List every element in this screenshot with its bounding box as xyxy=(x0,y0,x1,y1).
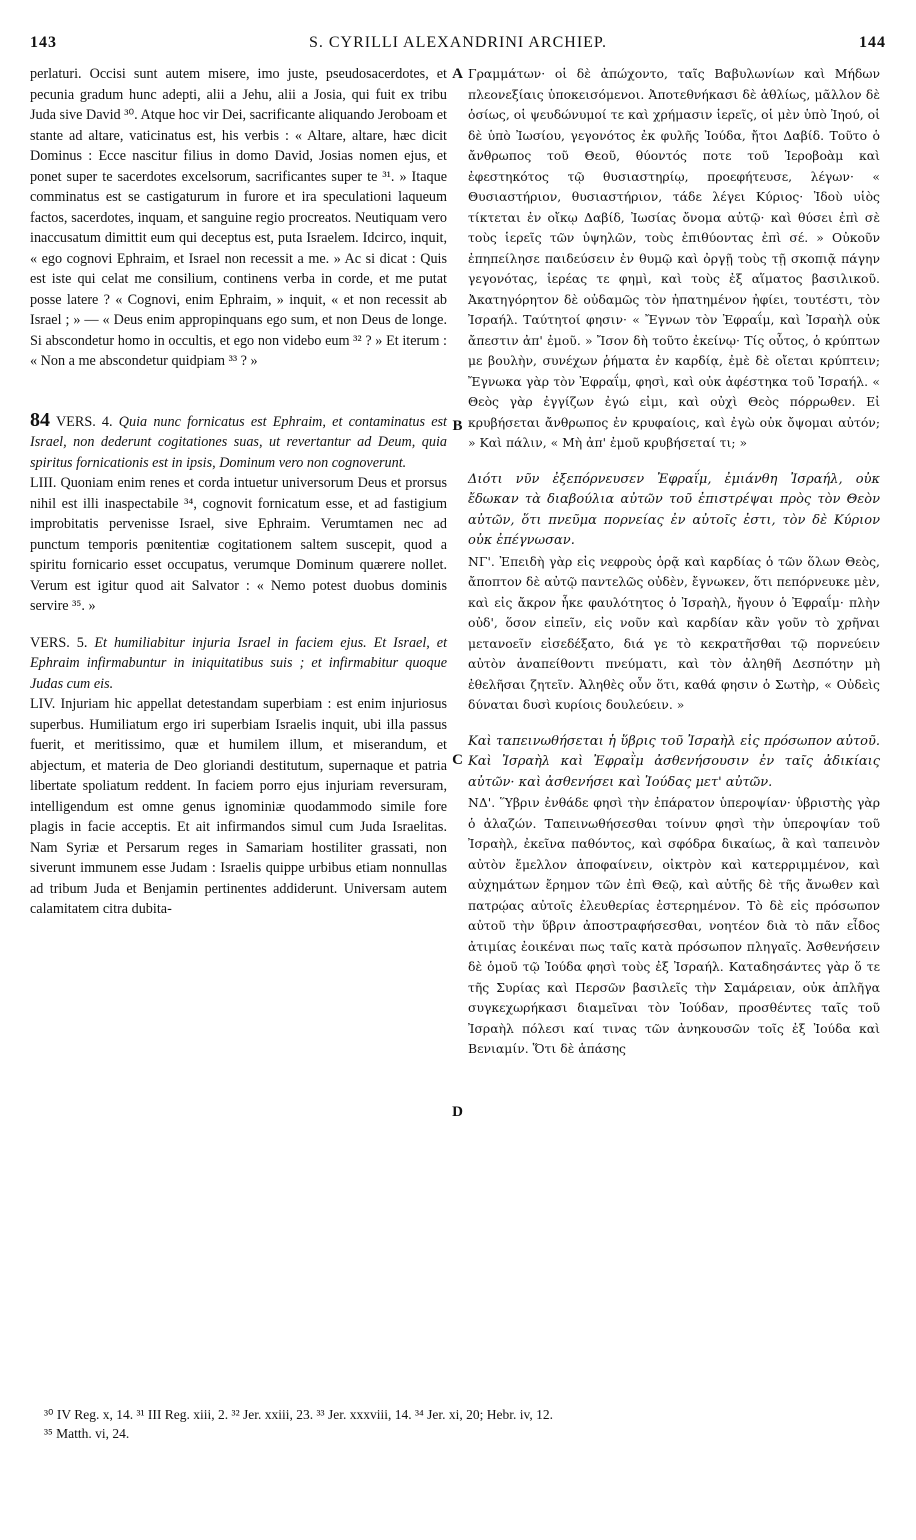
latin-column xyxy=(30,64,447,920)
latin-paragraph-3: LIV. Injuriam hic appellat detestandam superbiam : est enim injuriosus superbus. Humiliatum ergo iri superbiam Israelis inquit, ubi illa passus fuerit, et meritissimo, quæ et humilem illum, et miserandum, et abjectum, et materia de Deo gloriandi destitutum, supernaque et patria libertate spoliatum reddent. In faciem porro ejus injuriam reversuram, intelligendum est omne genus ignominiæ quodammodo simile fore plagis in facie acceptis. Et ait infirmandos simul cum Juda Israelitas. Nam Syriæ et Persarum reges in Samariam hostiliter grassati, non siverunt immunem esse Judam : Israelis quippe urbibus etiam nonnullas ad tribum Juda et Benjamin pertinentes addiderunt. Universam autem calamitatem citra dubita- xyxy=(30,696,447,917)
footnote-line-1: ³⁰ IV Reg. x, 14. ³¹ III Reg. xiii, 2. ³² Jer. xxiii, 23. ³³ Jer. xxxviii, 14. ³⁴ Jer. xi, 20; Hebr. iv, 12. xyxy=(44,1407,553,1422)
footnotes xyxy=(44,1405,886,1443)
greek-verse-5: Καὶ ταπεινωθήσεται ἡ ὕβρις τοῦ Ἰσραὴλ εἰς πρόσωπον αὐτοῦ. Καὶ Ἰσραὴλ καὶ Ἐφραῒμ ἀσθενήσουσιν ἐν ταῖς ἀδικίαις αὐτῶν· καὶ ἀσθενήσει καὶ Ἰούδας μετ' αὐτῶν. xyxy=(468,733,880,790)
margin-letter-c: C xyxy=(452,752,463,768)
latin-verse-4 xyxy=(30,410,447,474)
margin-letter-d: D xyxy=(452,1104,463,1120)
greek-paragraph-1: Γραμμάτων· οἱ δὲ ἀπώχοντο, ταῖς Βαβυλωνίων καὶ Μήδων πλεονεξίαις ὑποκεισόμενοι. Ἀποτεθνήκασι δὲ ἀθλίως, μᾶλλον δὲ ὁσίως, οἱ ψευδώνυμοί τε καὶ χρήμασιν ἱερεῖς, οἱ μὲν ὑπὸ Ἰηού, οἱ δὲ ὑπὸ Ἰωσίου, γεγονότος ἐκ φυλῆς Ἰούδα, ἤτοι Δαβίδ. Τοῦτο ὁ ἄνθρωπος τοῦ Θεοῦ, θύοντός ποτε τοῦ Ἱεροβοὰμ καὶ ἐφεστηκότος τῷ θυσιαστηρίῳ, προεφήτευσε, λέγων· « Θυσιαστήριον, θυσιαστήριον, τάδε λέγει Κύριος· Ἰδοὺ υἱὸς τίκτεται ἐν οἴκῳ Δαβίδ, Ἰωσίας ὄνομα αὐτῷ· καὶ θύσει ἐπὶ σὲ τοὺς ἱερεῖς τῶν ὑψηλῶν, τοὺς ἐπιθύοντας ἐπὶ σέ. » Οὐκοῦν ἐπηπείλησε παιδεύσειν ἐν θυμῷ καὶ ὀργῇ τοὺς τῇ σκοπιᾷ πάγην γεγονότας, ἱερέας τε φημὶ, καὶ τοὺς ἐξ αἵματος βασιλικοῦ. Ἀκατηγόρητον δὲ οὐδαμῶς τὸν ἠπατημένον ἠφίει, τουτέστι, τὸν Ἰσραήλ. Ταύτητοί φησιν· « Ἔγνων τὸν Ἐφραΐμ, καὶ Ἰσραὴλ οὐκ ἄπεστιν ἀπ' ἐμοῦ. » Ἴσον δὴ τοῦτο ἐκείνῳ· Τίς οὗτος, ὁ κρύπτων με βουλὴν, συνέχων ῥήματα ἐν καρδίᾳ, ἐμὲ δὲ οἴεται κρύπτειν; Ἔγνωκα γὰρ τὸν Ἐφραΐμ, φησὶ, καὶ οὐκ ἀφέστηκα τοῦ Ἰσραήλ. « Θεὸς γὰρ ἐγγίζων ἐγώ εἰμι, καὶ οὐχὶ Θεὸς πόρρωθεν. Εἰ κρυβήσεται ἄνθρωπος ἐν κρυφαίοις, καὶ ἐγὼ οὐκ ὄψομαι αὐτόν; » Καὶ πάλιν, « Μὴ ἀπ' ἐμοῦ κρυβήσεταί τι; » xyxy=(468,66,880,450)
verse-4-label: VERS. 4. xyxy=(55,413,113,430)
page-header xyxy=(30,34,886,60)
verse-5-label: VERS. 5. xyxy=(30,634,88,651)
verse-4-text: Quia nunc fornicatus est Ephraim, et contaminatus est Israel, non dederunt cogitationes suas, ut revertantur ad Deum, quia spiritus fornicationis est in ipsis, Dominum vero non cognoverunt. xyxy=(30,413,447,471)
verse-5-text: Et humiliabitur injuria Israel in faciem ejus. Et Israel, et Ephraim infirmabuntur in iniquitatibus suis ; et infirmabitur quoque Judas cum eis. xyxy=(30,634,448,692)
running-title: S. CYRILLI ALEXANDRINI ARCHIEP. xyxy=(308,34,608,51)
greek-paragraph-3: ΝΔ'. Ὕβριν ἐνθάδε φησὶ τὴν ἐπάρατον ὑπεροψίαν· ὑβριστὴς γὰρ ὁ ἀλαζών. Ταπεινωθήσεσθαι τοίνυν φησὶ τὴν ὑπεροψίαν τοῦ Ἰσραὴλ, ἐκεῖνα παθόντος, καὶ σφόδρα δικαίως, ἃ καὶ ταπεινὸν αὐτὸν ἔμελλον ἀποφαίνειν, οἰκτρὸν καὶ κατερριμμένον, καὶ αὐχημάτων ἔρημον τῶν ἐπὶ Θεῷ, καὶ αὐτῆς δὲ τῆς ἄνωθεν καὶ πατρῴας αὐτοῖς ἐλευθερίας ἐστερημένον. Τὸ δὲ εἰς πρόσωπον αὐτοῦ τὴν ὕβριν ἀποστραφήσεσθαι, νοητέον διὰ τὸ πᾶν εἶδος ἀτιμίας ἐοικέναι πως ταῖς κατὰ πρόσωπον πληγαῖς. Ἀσθενήσειν δὲ ὁμοῦ τῷ Ἰούδα φησὶ τοὺς ἐξ Ἰσραήλ. Καταδησάντες γὰρ ὅ τε τῆς Συρίας καὶ Περσῶν βασιλεῖς τὴν Σαμάρειαν, οὐκ ἀπλῆγα συγκεχωρήκασι διαμεῖναι τὸν Ἰούδαν, προσθέντες ταῖς τοῦ Ἰσραὴλ πόλεσι καί τινας τῶν ἀνηκουσῶν τοῖς ἐξ Ἰούδα καὶ Βενιαμίν. Ὅτι δὲ ἁπάσης xyxy=(468,795,880,1056)
greek-column xyxy=(468,64,880,1060)
page-number-right: 144 xyxy=(859,34,886,51)
section-number: 84 xyxy=(30,408,50,431)
footnote-line-2: ³⁵ Matth. vi, 24. xyxy=(44,1426,130,1441)
latin-paragraph-2: LIII. Quoniam enim renes et corda intuetur universorum Deus et prorsus nihil est illi inaspectabile ³⁴, cognovit fornicatum esse, et ad fastigium improbitatis pervenisse Israel, sive Ephraim. Verumtamen nec ad punctum temporis pœnitentiæ cogitationem saltem suscepit, quod a spiritu fornicario esset occupatus, verumque Dominum quærere nollet. Verum est igitur quod ait Salvator : « Nemo potest duobus dominis servire ³⁵. » xyxy=(30,475,447,614)
greek-paragraph-2: ΝΓ'. Ἐπειδὴ γὰρ εἰς νεφροὺς ὁρᾷ καὶ καρδίας ὁ τῶν ὅλων Θεὸς, ἄποπτον δὲ αὐτῷ παντελῶς οὐδὲν, ἔγνωκεν, ὅτι πεπόρνευκε μὲν, καὶ εἰς ἄκρον ἧκε φαυλότητος ὁ Ἰσραὴλ, ἤγουν ὁ Ἐφραΐμ· πλὴν οὐδ', ὅσον εἰπεῖν, εἰς νοῦν καὶ καρδίαν κἂν γοῦν τὸ χρῆναι μετανοεῖν εἰσεδέξατο, διά γε τὸ κεκρατῆσθαι τῷ πορνεύειν αὐτὸν ἀναπείθοντι πνεύματι, καὶ τὸν ἀληθῆ Δεσπότην μὴ ἐθελῆσαι ζητεῖν. Ἀληθὲς οὖν ὅτι, καθά φησιν ὁ Σωτὴρ, « Οὐδεὶς δύναται δυσὶ κυρίοις δουλεύειν. » xyxy=(468,553,880,712)
latin-paragraph-1: perlaturi. Occisi sunt autem misere, imo juste, pseudosacerdotes, et pecunia gradum hunc adepti, alii a Jehu, alii a Josia, qui fuit ex tribu Juda sive David ³⁰. Atque hoc vir Dei, sacrificante aliquando Jeroboam et stante ad altare, vaticinatus est, his verbis : « Altare, altare, hæc dicit Dominus : Ecce nascitur filius in domo David, Josias nomen ejus, et ponet super te sacerdotes excelsorum, sacrificantes super te ³¹. » Itaque comminatus est se castigaturum in furore et ira speculationi laqueum factos, sacerdotes, inquam, et sanguine regio procreatos. Neutiquam vero inaccusatum dimittit eum qui deceptus est, puta Israelem. Idcirco, inquit, « ego cognovi Ephraim, et Israel non recessit a me. » Ac si dicat : Quis est iste qui celat me consilium, continens verba in corde, et me putat posse latere ? « Cognovi, enim Ephraim, » inquit, « et non recessit ab Israel ; » — « Deus enim appropinquans ego sum, et non Deus de longe. Si abscondetur homo in occultis, et ego non videbo eum ³² ? » Et iterum : « Non a me abscondetur quidpiam ³³ ? » xyxy=(30,66,447,369)
margin-letter-a: A xyxy=(452,66,463,82)
greek-verse-4: Διότι νῦν ἐξεπόρνευσεν Ἐφραΐμ, ἐμιάνθη Ἰσραήλ, οὐκ ἔδωκαν τὰ διαβούλια αὐτῶν τοῦ ἐπιστρέψαι πρὸς τὸν Θεὸν αὐτῶν, ὅτι πνεῦμα πορνείας ἐν αὐτοῖς ἐστι, τὸν δὲ Κύριον οὐκ ἐπέγνωσαν. xyxy=(468,471,880,548)
margin-letter-b: B xyxy=(452,418,463,434)
page-number-left: 143 xyxy=(30,34,57,51)
latin-verse-5 xyxy=(30,633,447,695)
